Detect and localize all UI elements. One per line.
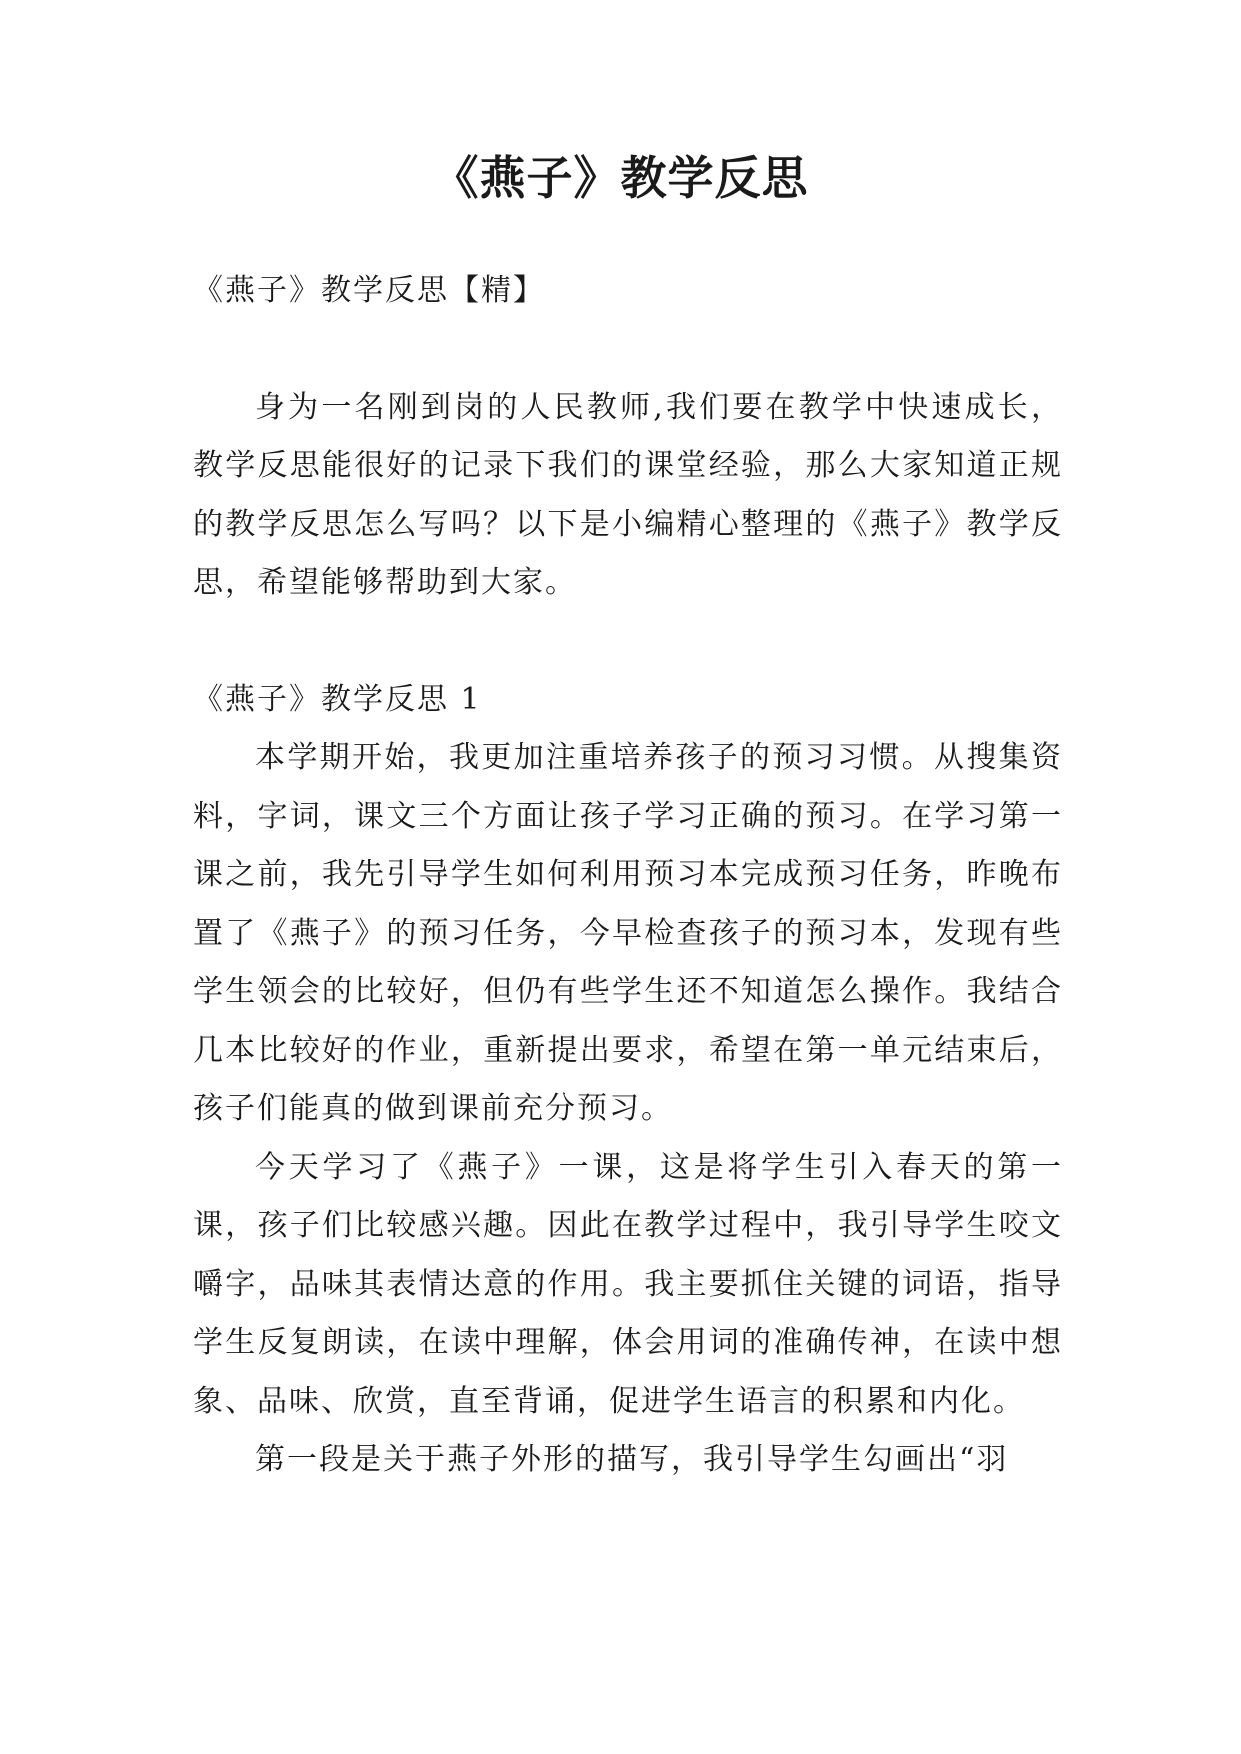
intro-paragraph: 身为一名刚到岗的人民教师,我们要在教学中快速成长，教学反思能很好的记录下我们的课堂经验，那么大家知道正规的教学反思怎么写吗？以下是小编精心整理的《燕子》教学反思，希望能够帮助到大家。 — [193, 389, 1063, 600]
body-paragraph: 本学期开始，我更加注重培养孩子的预习习惯。从搜集资料，字词，课文三个方面让孩子学习正确的预习。在学习第一课之前，我先引导学生如何利用预习本完成预习任务，昨晚布置了《燕子》的预习任务，今早检查孩子的预习本，发现有些学生领会的比较好，但仍有些学生还不知道怎么操作。我结合几本比较好的作业，重新提出要求，希望在第一单元结束后，孩子们能真的做到课前充分预习。 — [193, 740, 1063, 1126]
body-paragraph: 第一段是关于燕子外形的描写，我引导学生勾画出“羽 — [255, 1442, 1009, 1477]
section-heading: 《燕子》教学反思 1 — [193, 681, 482, 717]
document-body — [193, 262, 1063, 1490]
document-subtitle: 《燕子》教学反思【精】 — [193, 273, 545, 308]
body-paragraph: 今天学习了《燕子》一课，这是将学生引入春天的第一课，孩子们比较感兴趣。因此在教学过程中，我引导学生咬文嚼字，品味其表情达意的作用。我主要抓住关键的词语，指导学生反复朗读，在读中理解，体会用词的准确传神，在读中想象、品味、欣赏，直至背诵，促进学生语言的积累和内化。 — [193, 1149, 1063, 1419]
document-title: 《燕子》教学反思 — [432, 151, 809, 205]
